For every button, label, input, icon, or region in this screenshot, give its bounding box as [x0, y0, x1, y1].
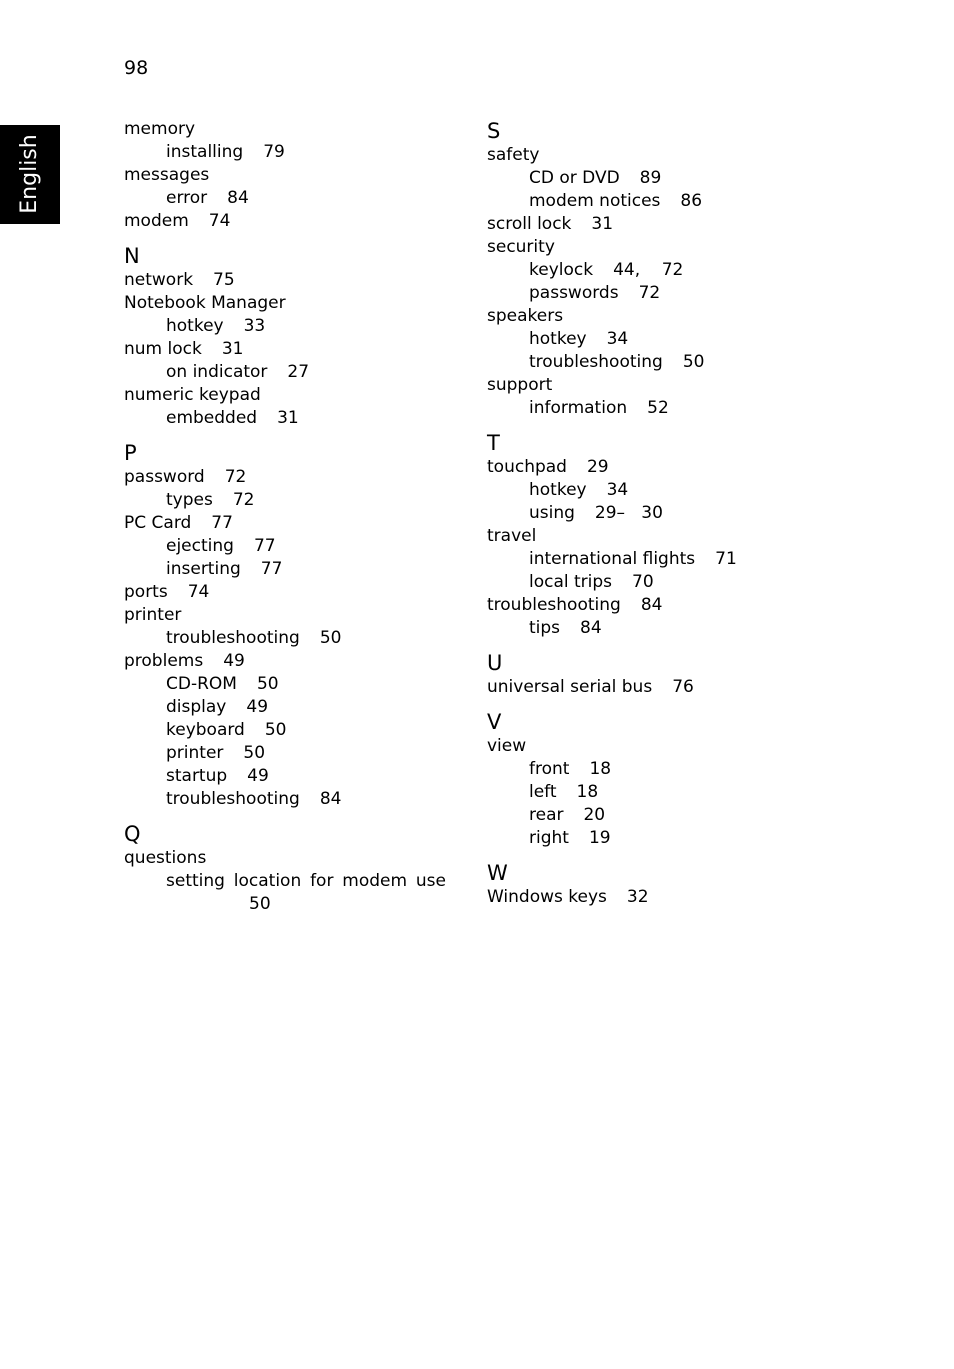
index-term: hotkey: [529, 329, 587, 349]
index-page-ref: 34: [606, 480, 629, 500]
index-subentry: [487, 804, 737, 827]
index-term: keyboard: [166, 720, 245, 740]
index-page-ref: 77: [253, 536, 276, 556]
index-subentry: [124, 627, 446, 650]
index-subentry: [487, 282, 737, 305]
index-entry: [487, 735, 737, 758]
section-letter: S: [487, 119, 501, 143]
index-section-m-continued: [124, 118, 446, 233]
index-page-ref: 50: [256, 674, 279, 694]
index-term: troubleshooting: [166, 628, 300, 648]
index-term: embedded: [166, 408, 258, 428]
index-term: international flights: [529, 549, 696, 569]
index-term: rear: [529, 805, 564, 825]
index-entry: [124, 210, 446, 233]
index-term: using: [529, 503, 575, 523]
index-page-ref: 77: [211, 513, 233, 533]
index-subentry: [487, 351, 737, 374]
index-term: Notebook Manager: [124, 293, 286, 313]
index-term: troubleshooting: [166, 789, 300, 809]
index-page-ref: 50: [682, 352, 705, 372]
index-term: front: [529, 759, 570, 779]
index-term: keylock: [529, 260, 594, 280]
index-term: PC Card: [124, 513, 192, 533]
index-term: travel: [487, 526, 537, 546]
section-letter: V: [487, 710, 502, 734]
index-term: questions: [124, 848, 207, 868]
index-term: startup: [166, 766, 228, 786]
index-term: touchpad: [487, 457, 567, 477]
index-term: types: [166, 490, 213, 510]
index-term: memory: [124, 119, 196, 139]
index-term: tips: [529, 618, 561, 638]
index-page-ref: 34: [606, 329, 629, 349]
index-entry: [124, 164, 446, 187]
index-term: messages: [124, 165, 210, 185]
index-term: inserting: [166, 559, 241, 579]
index-section-u: [487, 650, 737, 699]
index-page-ref: 29: [586, 457, 609, 477]
index-term: ports: [124, 582, 168, 602]
index-subentry: [487, 571, 737, 594]
index-page-ref: 31: [277, 408, 299, 428]
index-page-ref: 20: [583, 805, 606, 825]
index-term: security: [487, 237, 555, 257]
index-page-ref: 29– 30: [594, 503, 663, 523]
index-page-ref: 32: [626, 887, 649, 907]
index-entry: [487, 594, 737, 617]
index-entry: [124, 847, 446, 870]
page-number: 98: [124, 57, 149, 79]
index-term: modem: [124, 211, 189, 231]
index-entry: [124, 604, 446, 627]
index-entry: [124, 118, 446, 141]
index-page-ref: 76: [672, 677, 694, 697]
index-entry: [487, 676, 737, 699]
index-page-ref: 50: [243, 743, 266, 763]
index-subentry: [124, 407, 446, 430]
index-subentry: [487, 328, 737, 351]
index-subentry: [124, 742, 446, 765]
index-term: information: [529, 398, 628, 418]
index-page-ref: 44, 72: [613, 260, 684, 280]
section-letter: Q: [124, 822, 141, 846]
index-entry: [124, 581, 446, 604]
index-subentry: [487, 190, 737, 213]
index-term: network: [124, 270, 194, 290]
index-term: left: [529, 782, 557, 802]
index-subentry: [487, 758, 737, 781]
index-entry: [487, 886, 737, 909]
index-term: support: [487, 375, 553, 395]
index-entry: [124, 466, 446, 489]
section-letter: T: [487, 431, 500, 455]
index-section-t: [487, 430, 737, 640]
index-page-ref: 49: [246, 697, 269, 717]
index-page-ref: 50: [264, 720, 287, 740]
index-page-ref: 72: [638, 283, 661, 303]
index-page-ref: 79: [263, 142, 285, 162]
index-term: ejecting: [166, 536, 234, 556]
index-term: password: [124, 467, 205, 487]
index-term: speakers: [487, 306, 564, 326]
index-entry: [487, 144, 737, 167]
index-entry: [124, 338, 446, 361]
index-term: Windows keys: [487, 887, 607, 907]
index-subentry: [124, 558, 446, 581]
index-page-ref: 70: [632, 572, 654, 592]
index-page-ref: 49: [247, 766, 269, 786]
index-subentry: [124, 361, 446, 384]
index-term: universal serial bus: [487, 677, 653, 697]
index-subentry: [487, 827, 737, 850]
index-page-ref: 84: [580, 618, 602, 638]
index-term: on indicator: [166, 362, 268, 382]
index-page-ref: 50: [319, 628, 342, 648]
index-subentry: [124, 719, 446, 742]
index-term: numeric keypad: [124, 385, 261, 405]
index-entry: [487, 456, 737, 479]
index-section-n: [124, 243, 446, 430]
index-page-ref: 31: [591, 214, 614, 234]
index-term: safety: [487, 145, 540, 165]
section-letter: U: [487, 651, 503, 675]
index-entry: [124, 650, 446, 673]
index-entry: [487, 374, 737, 397]
index-subentry: [124, 870, 446, 893]
index-term: setting location for modem use: [166, 871, 446, 891]
index-page-ref: 72: [232, 490, 255, 510]
index-term: scroll lock: [487, 214, 572, 234]
index-subentry: [487, 259, 737, 282]
index-subentry: [487, 167, 737, 190]
index-page-ref: 49: [223, 651, 245, 671]
index-subentry: [487, 548, 737, 571]
index-entry: [487, 236, 737, 259]
index-section-q: [124, 821, 446, 916]
index-page-ref: 75: [213, 270, 235, 290]
index-subentry: [124, 187, 446, 210]
index-section-p: [124, 440, 446, 811]
index-page-ref: 74: [187, 582, 210, 602]
index-term: view: [487, 736, 527, 756]
index-column-right: [487, 118, 737, 909]
index-subentry: [124, 673, 446, 696]
index-term: troubleshooting: [487, 595, 621, 615]
index-subentry: [124, 535, 446, 558]
index-page-ref: 18: [576, 782, 599, 802]
index-page-ref-continued: 50: [249, 894, 271, 914]
index-subentry: [124, 765, 446, 788]
index-term: right: [529, 828, 569, 848]
section-letter: P: [124, 441, 137, 465]
index-subentry: [487, 397, 737, 420]
index-page-ref: 33: [243, 316, 266, 336]
index-entry: [124, 512, 446, 535]
index-subentry: [124, 788, 446, 811]
index-section-w: [487, 860, 737, 909]
index-subentry: [124, 315, 446, 338]
index-page-ref: 19: [588, 828, 611, 848]
index-page-ref: 84: [640, 595, 663, 615]
index-term: troubleshooting: [529, 352, 663, 372]
language-tab: [0, 125, 60, 224]
index-entry: [124, 269, 446, 292]
index-page-ref: 89: [639, 168, 662, 188]
index-entry: [487, 525, 737, 548]
index-subentry: [487, 781, 737, 804]
index-term: hotkey: [166, 316, 224, 336]
index-subentry: [124, 489, 446, 512]
index-term: printer: [124, 605, 182, 625]
index-page-ref: 84: [227, 188, 249, 208]
language-tab-label: English: [17, 134, 42, 214]
index-term: modem notices: [529, 191, 661, 211]
index-term: error: [166, 188, 208, 208]
index-term: CD-ROM: [166, 674, 237, 694]
index-term: printer: [166, 743, 224, 763]
index-term: problems: [124, 651, 204, 671]
index-entry: [124, 292, 446, 315]
section-letter: N: [124, 244, 140, 268]
index-term: display: [166, 697, 227, 717]
index-page-ref: 31: [221, 339, 244, 359]
index-page-ref: 27: [287, 362, 310, 382]
index-section-s: [487, 118, 737, 420]
index-entry: [487, 305, 737, 328]
index-subentry: [487, 479, 737, 502]
index-page-ref: 71: [715, 549, 737, 569]
index-section-v: [487, 709, 737, 850]
index-term: num lock: [124, 339, 202, 359]
index-term: installing: [166, 142, 244, 162]
section-letter: W: [487, 861, 508, 885]
index-page-ref: 52: [647, 398, 669, 418]
index-subentry: [487, 502, 737, 525]
index-subentry: [124, 696, 446, 719]
index-column-left: [124, 118, 446, 916]
index-page-ref: 18: [589, 759, 612, 779]
index-term: passwords: [529, 283, 619, 303]
index-entry: [124, 384, 446, 407]
index-entry: [487, 213, 737, 236]
index-subentry: [487, 617, 737, 640]
index-page-ref: 77: [260, 559, 283, 579]
index-term: hotkey: [529, 480, 587, 500]
index-page-ref: 84: [319, 789, 342, 809]
index-page-ref: 86: [680, 191, 703, 211]
index-term: CD or DVD: [529, 168, 620, 188]
index-page-ref: 72: [224, 467, 247, 487]
index-page-ref: 74: [208, 211, 231, 231]
index-term: local trips: [529, 572, 613, 592]
index-subentry: [124, 141, 446, 164]
